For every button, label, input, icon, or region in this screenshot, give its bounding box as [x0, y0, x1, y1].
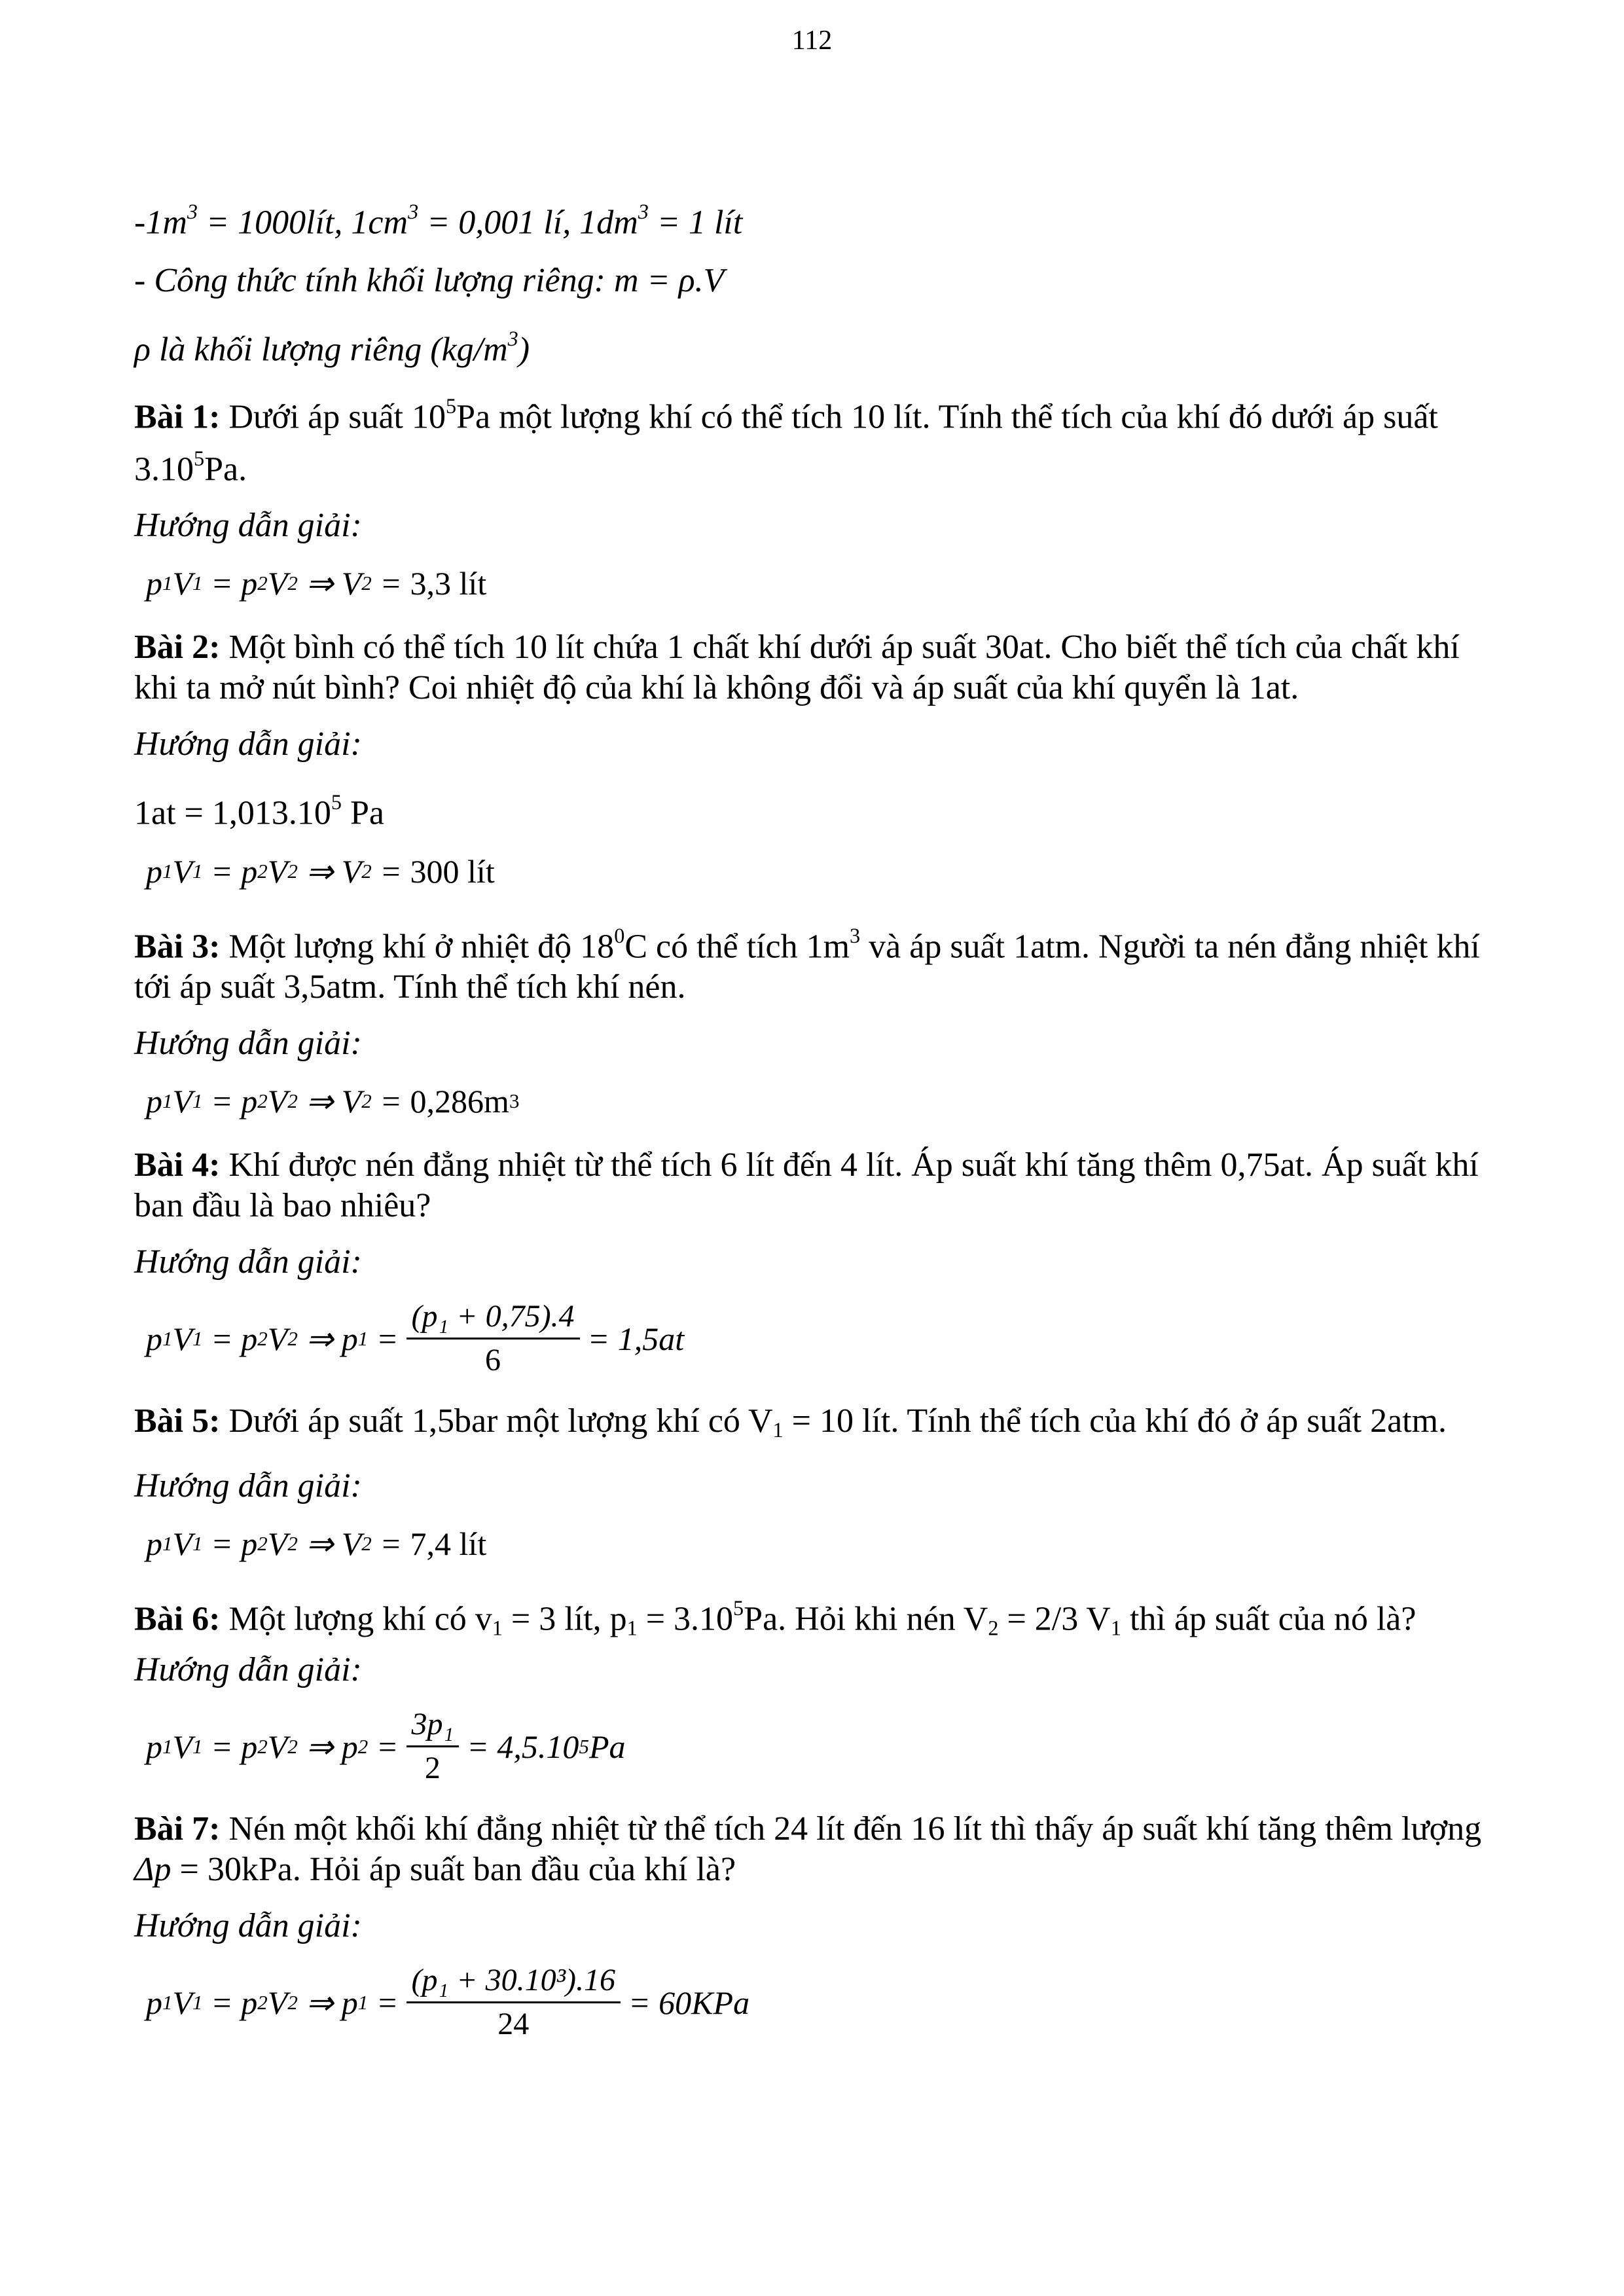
density-description: ρ là khối lượng riêng $(kg/m^3)$	[134, 326, 530, 369]
unit-conversions: $-1m^3$ = 1000lít, $1cm^3 = 0,001$ lí, $1dm^3 = 1$ lít	[134, 200, 743, 242]
equation-7: p 1 V 1 = p 2 V 2 ⇒ p 1 = $\frac{\text{(p₁ + 30.10³).16}}{24}$ = 60KPa	[146, 1963, 750, 2042]
fraction-numerator: 3p₁	[406, 1706, 460, 1747]
problem-2: Bài 2: Một bình có thể tích 10 lít chứa 1 chất khí dưới áp suất 30at. Cho biết thể tích của chất khí khi ta mở nút bình? Coi nhiệt độ của khí là không đổi và áp suất của khí quyển là 1at.	[134, 629, 1460, 707]
problem-3: Bài 3: Một lượng khí ở nhiệt độ $18^0C$ có thể tích $1m^3$ và áp suất 1atm. Người ta nén đẳng nhiệt khí tới áp suất 3,5atm. Tính thể tích khí nén.	[134, 923, 1480, 1006]
unit-conversion-at: $1at = 1,013.10^5$ Pa	[134, 790, 384, 832]
equation-1: p 1 V 1 = p 2 V 2 ⇒ V 2 = 3,3 lít	[146, 565, 487, 602]
fraction-numerator: (p₁ + 30.10³).16	[406, 1962, 621, 2003]
problem-1: Bài 1: Dưới áp suất $10^5Pa$ một lượng khí có thể tích 10 lít. Tính thể tích của khí đó dưới áp suất 3.10$^5$Pa.	[134, 394, 1438, 488]
fraction-denominator: 2	[424, 1751, 441, 1786]
problem-label: Bài 5:	[134, 1402, 221, 1440]
problem-label: Bài 1:	[134, 398, 221, 436]
equation-5: p 1 V 1 = p 2 V 2 ⇒ V 2 = 7,4 lít	[146, 1525, 487, 1563]
mass-formula: - Công thức tính khối lượng riêng: m = ρ.V	[134, 261, 725, 299]
equation-2: p 1 V 1 = p 2 V 2 ⇒ V 2 = 300 lít	[146, 852, 495, 890]
solution-guide-label: Hướng dẫn giải:	[134, 1907, 362, 1945]
problem-7: Bài 7: Nén một khối khí đẳng nhiệt từ thể tích 24 lít đến 16 lít thì thấy áp suất khí tăng thêm lượng Δp = 30kPa. Hỏi áp suất ban đầu của khí là?	[134, 1810, 1482, 1889]
solution-guide-label: Hướng dẫn giải:	[134, 725, 362, 763]
solution-guide-label: Hướng dẫn giải:	[134, 1025, 362, 1063]
solution-guide-label: Hướng dẫn giải:	[134, 1243, 362, 1281]
problem-5: Bài 5: Dưới áp suất 1,5bar một lượng khí có $V_1 = 10$ lít. Tính thể tích của khí đó ở áp suất 2atm.	[134, 1402, 1447, 1442]
fraction-numerator: (p₁ + 0,75).4	[406, 1298, 580, 1339]
problem-label: Bài 7:	[134, 1810, 221, 1848]
fraction	[406, 1706, 460, 1787]
equation-3: p 1 V 1 = p 2 V 2 ⇒ V 2 = 0,286 m 3	[146, 1083, 520, 1120]
fraction-denominator: 6	[485, 1343, 501, 1378]
page-content	[134, 190, 1509, 2043]
fraction	[406, 1962, 621, 2043]
problem-label: Bài 6:	[134, 1600, 221, 1638]
solution-guide-label: Hướng dẫn giải:	[134, 1467, 362, 1505]
solution-guide-label: Hướng dẫn giải:	[134, 1651, 362, 1689]
problem-4: Bài 4: Khí được nén đẳng nhiệt từ thể tích 6 lít đến 4 lít. Áp suất khí tăng thêm 0,75at. Áp suất khí ban đầu là bao nhiêu?	[134, 1146, 1479, 1225]
problem-label: Bài 3:	[134, 928, 221, 966]
equation-4: p 1 V 1 = p 2 V 2 ⇒ p 1 = $\frac{\text{(p₁ + 0,75).4}}{6}$ = 1,5at	[146, 1299, 685, 1378]
fraction-denominator: 24	[497, 2007, 530, 2042]
problem-label: Bài 4:	[134, 1146, 221, 1184]
problem-label: Bài 2:	[134, 629, 221, 666]
problem-6: Bài 6: Một lượng khí có $v_1 = 3$ lít, $p_1 = 3.10^5Pa$. Hỏi khi nén $V_2 = 2/3$ $V_1$ thì áp suất của nó là?	[134, 1596, 1416, 1641]
page-number: 112	[791, 26, 833, 56]
solution-guide-label: Hướng dẫn giải:	[134, 507, 362, 545]
fraction	[406, 1298, 580, 1379]
equation-6: p 1 V 1 = p 2 V 2 ⇒ p 2 = $\frac{\text{3p₁}}{2}$ = 4,5.10 5 Pa	[146, 1707, 626, 1786]
